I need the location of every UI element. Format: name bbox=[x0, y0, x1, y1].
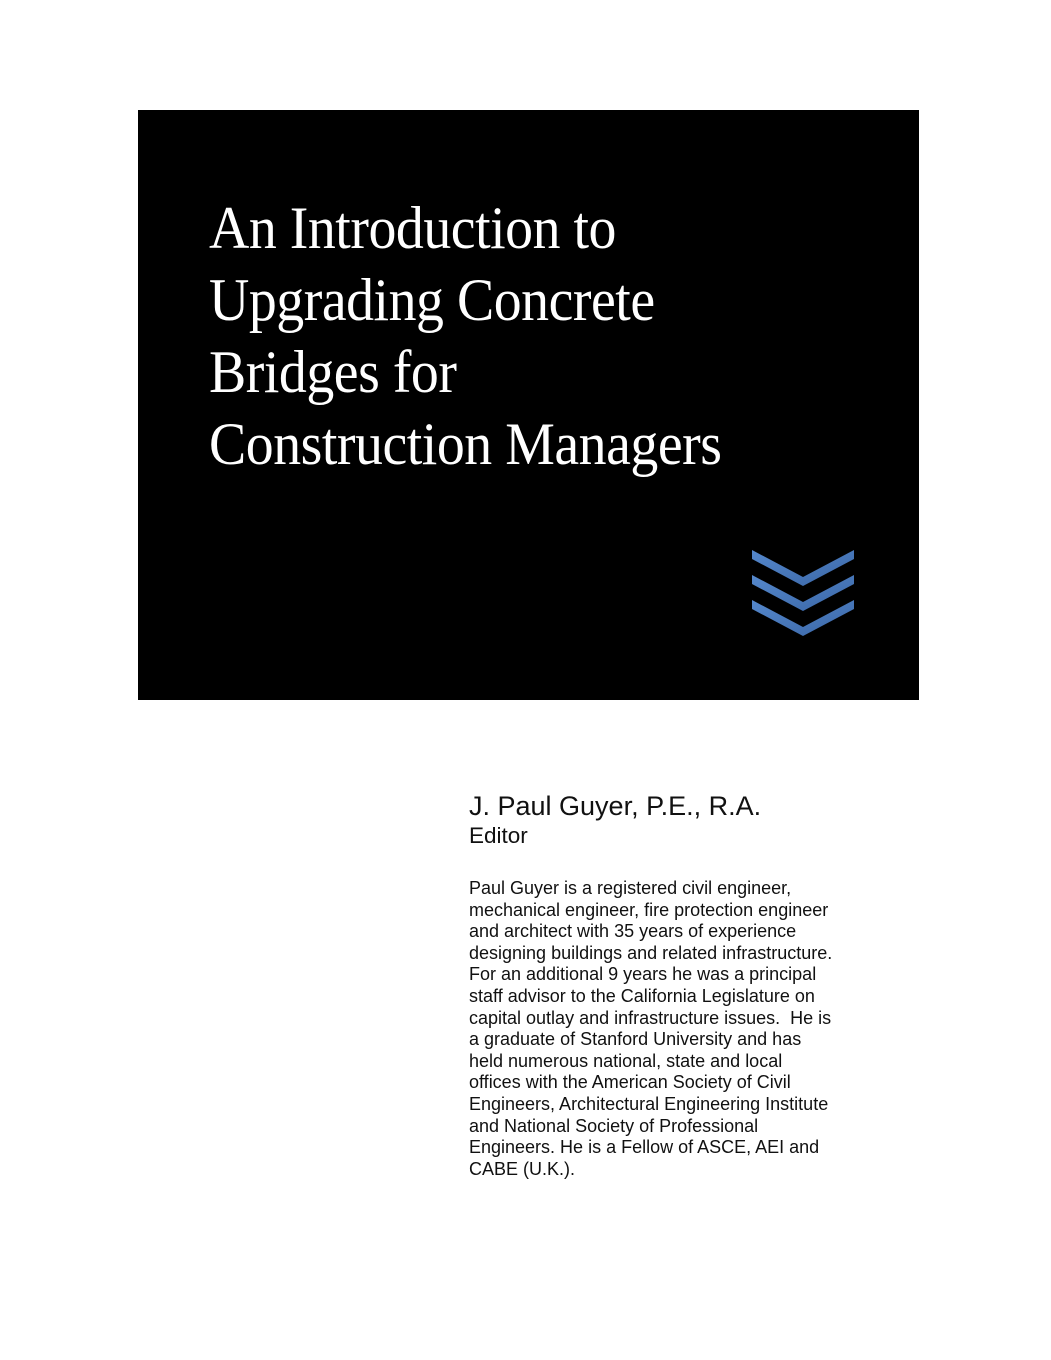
bio-line: and architect with 35 years of experience bbox=[469, 921, 797, 942]
book-title bbox=[209, 192, 721, 480]
bio-line: mechanical engineer, fire protection engineer bbox=[469, 899, 829, 920]
bio-line: Engineers. He is a Fellow of ASCE, AEI and bbox=[469, 1137, 820, 1158]
title-line: Upgrading Concrete bbox=[209, 267, 655, 333]
bio-line: a graduate of Stanford University and has bbox=[469, 1029, 802, 1050]
bio-line: CABE (U.K.). bbox=[469, 1158, 576, 1179]
author-bio bbox=[469, 878, 869, 1180]
bio-line: For an additional 9 years he was a principal bbox=[469, 964, 817, 985]
bio-line: designing buildings and related infrastructure. bbox=[469, 942, 833, 963]
author-name: J. Paul Guyer, P.E., R.A. bbox=[469, 791, 762, 821]
bio-line: Engineers, Architectural Engineering Institute bbox=[469, 1093, 829, 1114]
title-line: Construction Managers bbox=[209, 411, 722, 477]
bio-line: Paul Guyer is a registered civil engineer, bbox=[469, 878, 792, 898]
bio-line: offices with the American Society of Civil bbox=[469, 1072, 791, 1093]
author-role: Editor bbox=[469, 823, 528, 848]
bio-line: and National Society of Professional bbox=[469, 1115, 759, 1136]
bio-line: held numerous national, state and local bbox=[469, 1050, 783, 1071]
title-line: An Introduction to bbox=[209, 195, 616, 261]
bio-line: staff advisor to the California Legislature on bbox=[469, 985, 815, 1006]
bio-line: capital outlay and infrastructure issues. He is bbox=[469, 1007, 832, 1028]
author-block bbox=[469, 790, 889, 1180]
cover-panel bbox=[138, 110, 919, 700]
title-line: Bridges for bbox=[209, 339, 457, 405]
triple-chevron-down-icon bbox=[750, 548, 856, 640]
